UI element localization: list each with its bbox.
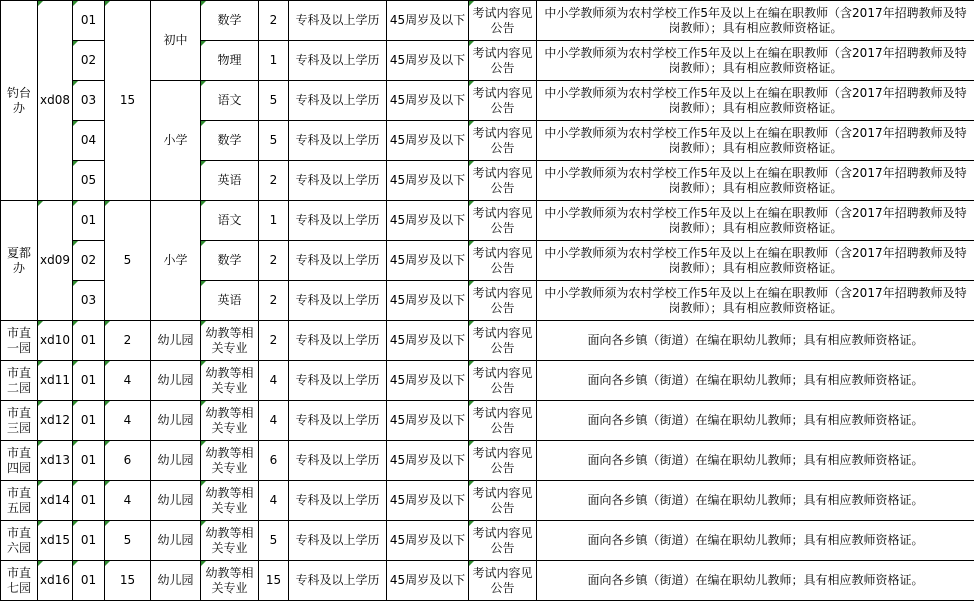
post-count-cell: 6 [259, 441, 289, 481]
unit-code-cell: xd10 [38, 321, 73, 361]
education-cell: 专科及以上学历 [289, 1, 387, 41]
total-count-cell: 15 [105, 561, 151, 601]
requirement-cell: 面向各乡镇（街道）在编在职幼儿教师；具有相应教师资格证。 [537, 521, 974, 561]
age-cell: 45周岁及以下 [387, 1, 469, 41]
exam-cell: 考试内容见公告 [469, 1, 537, 41]
requirement-cell: 中小学教师须为农村学校工作5年及以上在编在职教师（含2017年招聘教师及特岗教师）；具有相应教师资格证。 [537, 241, 974, 281]
education-cell: 专科及以上学历 [289, 281, 387, 321]
subject-cell: 语文 [201, 201, 259, 241]
education-cell: 专科及以上学历 [289, 441, 387, 481]
requirement-cell: 中小学教师须为农村学校工作5年及以上在编在职教师（含2017年招聘教师及特岗教师）；具有相应教师资格证。 [537, 201, 974, 241]
post-count-cell: 4 [259, 481, 289, 521]
education-cell: 专科及以上学历 [289, 81, 387, 121]
post-code-cell: 01 [73, 361, 105, 401]
post-count-cell: 5 [259, 81, 289, 121]
requirement-cell: 中小学教师须为农村学校工作5年及以上在编在职教师（含2017年招聘教师及特岗教师）；具有相应教师资格证。 [537, 121, 974, 161]
post-code-cell: 01 [73, 201, 105, 241]
subject-cell: 英语 [201, 281, 259, 321]
unit-cell: 市直二园 [1, 361, 38, 401]
post-count-cell: 1 [259, 41, 289, 81]
subject-cell: 幼教等相关专业 [201, 561, 259, 601]
subject-cell: 物理 [201, 41, 259, 81]
stage-cell: 小学 [151, 81, 201, 201]
unit-code-cell: xd13 [38, 441, 73, 481]
table-row [1, 561, 974, 601]
total-count-cell: 6 [105, 441, 151, 481]
exam-cell: 考试内容见公告 [469, 361, 537, 401]
post-code-cell: 01 [73, 521, 105, 561]
unit-cell: 夏都办 [1, 201, 38, 321]
age-cell: 45周岁及以下 [387, 121, 469, 161]
education-cell: 专科及以上学历 [289, 481, 387, 521]
unit-code-cell: xd14 [38, 481, 73, 521]
unit-code-cell: xd09 [38, 201, 73, 321]
subject-cell: 数学 [201, 121, 259, 161]
subject-cell: 幼教等相关专业 [201, 481, 259, 521]
exam-cell: 考试内容见公告 [469, 521, 537, 561]
unit-code-cell: xd12 [38, 401, 73, 441]
exam-cell: 考试内容见公告 [469, 241, 537, 281]
requirement-cell: 面向各乡镇（街道）在编在职幼儿教师；具有相应教师资格证。 [537, 481, 974, 521]
age-cell: 45周岁及以下 [387, 161, 469, 201]
stage-cell: 幼儿园 [151, 401, 201, 441]
total-count-cell: 4 [105, 481, 151, 521]
requirement-cell: 面向各乡镇（街道）在编在职幼儿教师；具有相应教师资格证。 [537, 321, 974, 361]
education-cell: 专科及以上学历 [289, 521, 387, 561]
table-row [1, 481, 974, 521]
exam-cell: 考试内容见公告 [469, 201, 537, 241]
post-count-cell: 5 [259, 121, 289, 161]
age-cell: 45周岁及以下 [387, 41, 469, 81]
education-cell: 专科及以上学历 [289, 41, 387, 81]
age-cell: 45周岁及以下 [387, 81, 469, 121]
unit-cell: 市直七园 [1, 561, 38, 601]
requirement-cell: 面向各乡镇（街道）在编在职幼儿教师；具有相应教师资格证。 [537, 441, 974, 481]
age-cell: 45周岁及以下 [387, 561, 469, 601]
unit-code-cell: xd11 [38, 361, 73, 401]
post-count-cell: 4 [259, 401, 289, 441]
education-cell: 专科及以上学历 [289, 361, 387, 401]
unit-cell: 市直六园 [1, 521, 38, 561]
requirement-cell: 面向各乡镇（街道）在编在职幼儿教师；具有相应教师资格证。 [537, 361, 974, 401]
post-code-cell: 01 [73, 481, 105, 521]
requirement-cell: 面向各乡镇（街道）在编在职幼儿教师；具有相应教师资格证。 [537, 401, 974, 441]
education-cell: 专科及以上学历 [289, 121, 387, 161]
subject-cell: 幼教等相关专业 [201, 401, 259, 441]
unit-cell: 市直一园 [1, 321, 38, 361]
subject-cell: 幼教等相关专业 [201, 521, 259, 561]
exam-cell: 考试内容见公告 [469, 81, 537, 121]
unit-code-cell: xd15 [38, 521, 73, 561]
stage-cell: 幼儿园 [151, 361, 201, 401]
exam-cell: 考试内容见公告 [469, 401, 537, 441]
post-code-cell: 05 [73, 161, 105, 201]
unit-code-cell: xd16 [38, 561, 73, 601]
exam-cell: 考试内容见公告 [469, 41, 537, 81]
requirement-cell: 中小学教师须为农村学校工作5年及以上在编在职教师（含2017年招聘教师及特岗教师）；具有相应教师资格证。 [537, 41, 974, 81]
table-row [1, 361, 974, 401]
stage-cell: 幼儿园 [151, 481, 201, 521]
age-cell: 45周岁及以下 [387, 521, 469, 561]
stage-cell: 小学 [151, 201, 201, 321]
unit-cell: 市直五园 [1, 481, 38, 521]
age-cell: 45周岁及以下 [387, 241, 469, 281]
stage-cell: 初中 [151, 1, 201, 81]
table-row [1, 401, 974, 441]
post-code-cell: 01 [73, 401, 105, 441]
unit-cell: 市直四园 [1, 441, 38, 481]
post-count-cell: 1 [259, 201, 289, 241]
education-cell: 专科及以上学历 [289, 401, 387, 441]
education-cell: 专科及以上学历 [289, 201, 387, 241]
table-row [1, 1, 974, 41]
unit-code-cell: xd08 [38, 1, 73, 201]
age-cell: 45周岁及以下 [387, 281, 469, 321]
post-count-cell: 2 [259, 1, 289, 41]
total-count-cell: 2 [105, 321, 151, 361]
unit-cell: 钓台办 [1, 1, 38, 201]
exam-cell: 考试内容见公告 [469, 481, 537, 521]
subject-cell: 幼教等相关专业 [201, 361, 259, 401]
exam-cell: 考试内容见公告 [469, 121, 537, 161]
total-count-cell: 4 [105, 401, 151, 441]
post-count-cell: 4 [259, 361, 289, 401]
subject-cell: 数学 [201, 241, 259, 281]
table-row [1, 321, 974, 361]
age-cell: 45周岁及以下 [387, 361, 469, 401]
subject-cell: 语文 [201, 81, 259, 121]
table-row [1, 201, 974, 241]
total-count-cell: 5 [105, 201, 151, 321]
exam-cell: 考试内容见公告 [469, 321, 537, 361]
stage-cell: 幼儿园 [151, 521, 201, 561]
table-row [1, 441, 974, 481]
education-cell: 专科及以上学历 [289, 561, 387, 601]
post-code-cell: 01 [73, 321, 105, 361]
age-cell: 45周岁及以下 [387, 441, 469, 481]
post-code-cell: 01 [73, 441, 105, 481]
post-code-cell: 04 [73, 121, 105, 161]
post-code-cell: 03 [73, 281, 105, 321]
post-count-cell: 2 [259, 321, 289, 361]
requirement-cell: 中小学教师须为农村学校工作5年及以上在编在职教师（含2017年招聘教师及特岗教师）；具有相应教师资格证。 [537, 161, 974, 201]
requirement-cell: 中小学教师须为农村学校工作5年及以上在编在职教师（含2017年招聘教师及特岗教师）；具有相应教师资格证。 [537, 281, 974, 321]
post-code-cell: 02 [73, 241, 105, 281]
total-count-cell: 5 [105, 521, 151, 561]
requirement-cell: 中小学教师须为农村学校工作5年及以上在编在职教师（含2017年招聘教师及特岗教师）；具有相应教师资格证。 [537, 81, 974, 121]
exam-cell: 考试内容见公告 [469, 161, 537, 201]
requirement-cell: 面向各乡镇（街道）在编在职幼儿教师；具有相应教师资格证。 [537, 561, 974, 601]
age-cell: 45周岁及以下 [387, 401, 469, 441]
age-cell: 45周岁及以下 [387, 201, 469, 241]
stage-cell: 幼儿园 [151, 441, 201, 481]
post-code-cell: 01 [73, 561, 105, 601]
stage-cell: 幼儿园 [151, 321, 201, 361]
table-row [1, 521, 974, 561]
subject-cell: 幼教等相关专业 [201, 441, 259, 481]
age-cell: 45周岁及以下 [387, 481, 469, 521]
subject-cell: 幼教等相关专业 [201, 321, 259, 361]
total-count-cell: 4 [105, 361, 151, 401]
post-code-cell: 01 [73, 1, 105, 41]
exam-cell: 考试内容见公告 [469, 281, 537, 321]
post-count-cell: 15 [259, 561, 289, 601]
subject-cell: 英语 [201, 161, 259, 201]
stage-cell: 幼儿园 [151, 561, 201, 601]
education-cell: 专科及以上学历 [289, 161, 387, 201]
unit-cell: 市直三园 [1, 401, 38, 441]
post-count-cell: 2 [259, 161, 289, 201]
post-count-cell: 5 [259, 521, 289, 561]
requirement-cell: 中小学教师须为农村学校工作5年及以上在编在职教师（含2017年招聘教师及特岗教师）；具有相应教师资格证。 [537, 1, 974, 41]
post-count-cell: 2 [259, 281, 289, 321]
education-cell: 专科及以上学历 [289, 321, 387, 361]
exam-cell: 考试内容见公告 [469, 561, 537, 601]
post-code-cell: 02 [73, 41, 105, 81]
post-count-cell: 2 [259, 241, 289, 281]
education-cell: 专科及以上学历 [289, 241, 387, 281]
exam-cell: 考试内容见公告 [469, 441, 537, 481]
subject-cell: 数学 [201, 1, 259, 41]
total-count-cell: 15 [105, 1, 151, 201]
age-cell: 45周岁及以下 [387, 321, 469, 361]
post-code-cell: 03 [73, 81, 105, 121]
